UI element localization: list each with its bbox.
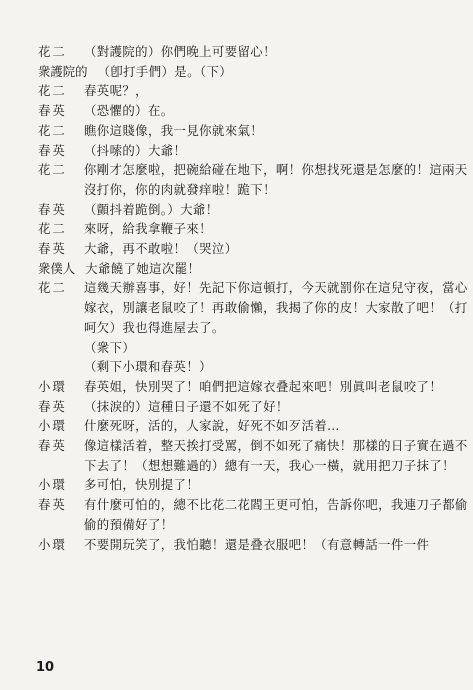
dialogue-text: 春英呢？， <box>84 83 148 99</box>
script-line <box>38 259 470 279</box>
script-line <box>38 495 470 534</box>
dialogue-text: 多可怕，快別提了！ <box>84 477 200 493</box>
dialogue-text: （卽打手們）是。（下） <box>97 63 233 79</box>
speaker-name: 花二 <box>38 44 67 59</box>
speaker-name: 春英 <box>38 103 67 119</box>
script-line <box>38 42 470 62</box>
dialogue-text: 大爺饒了她這次罷！ <box>85 260 201 276</box>
script-line <box>38 200 470 220</box>
speaker-name: 花二 <box>38 122 67 138</box>
speaker-name: 花二 <box>38 221 67 237</box>
script-line <box>38 160 470 199</box>
script-line <box>38 81 470 101</box>
dialogue-text: （恐懼的）在。 <box>84 103 174 119</box>
dialogue-text: （顫抖着跪倒。）大爺！ <box>84 201 219 217</box>
speaker-name: 花二 <box>38 162 67 178</box>
page-number: 10 <box>36 660 55 675</box>
script-line <box>38 535 470 555</box>
dialogue-text: （抖嗦的）大爺！ <box>84 142 187 158</box>
speaker-name: 衆僕人 <box>38 260 76 276</box>
speaker-name: 春英 <box>38 438 67 454</box>
dialogue-text: 大爺，再不敢啦！（哭泣） <box>84 241 238 257</box>
script-line <box>38 62 470 82</box>
script-line <box>38 416 470 436</box>
dialogue-text: 什麼死呀，活的，人家說，好死不如歹活着… <box>84 418 340 434</box>
speaker-name: 小環 <box>38 477 67 493</box>
speaker-name: 春英 <box>38 201 67 217</box>
dialogue-text: （對護院的）你們晚上可要留心！ <box>84 44 276 59</box>
stage-direction: （剩下小環和春英！） <box>84 359 212 375</box>
speaker-name: 小環 <box>38 536 67 552</box>
script-line <box>38 377 470 397</box>
script-line <box>38 101 470 121</box>
speaker-name: 小環 <box>38 378 67 394</box>
dialogue-text: 不要開玩笑了，我怕聽！還是叠衣服吧！（有意轉話一件一件 <box>84 536 430 552</box>
script-line <box>38 239 470 259</box>
speaker-name: 小環 <box>38 418 67 434</box>
script-line <box>38 338 470 358</box>
speaker-name: 春英 <box>38 497 67 513</box>
script-line <box>38 141 470 161</box>
script-line <box>38 475 470 495</box>
dialogue-text: 來呀，給我拿鞭子來！ <box>84 221 212 237</box>
speaker-name: 春英 <box>38 241 67 257</box>
speaker-name: 花二 <box>38 83 67 99</box>
speaker-name: 春英 <box>38 398 67 414</box>
speaker-name: 花二 <box>38 280 67 296</box>
script-line <box>38 278 470 337</box>
stage-direction: （衆下） <box>84 339 136 355</box>
dialogue-text: 像這樣活着，整天挨打受罵，倒不如死了痛快！那樣的日子實在過不下去了！（想想難過的）總有一天，我心一橫，就用把刀子抹了！ <box>84 438 468 473</box>
dialogue-text: （抹淚的）這種日子還不如死了好！ <box>84 398 289 414</box>
speaker-name: 春英 <box>38 142 67 158</box>
script-line <box>38 397 470 417</box>
script-body <box>38 42 470 554</box>
dialogue-text: 春英姐，快別哭了！咱們把這嫁衣叠起來吧！別眞叫老鼠咬了！ <box>84 378 443 394</box>
script-line <box>38 121 470 141</box>
dialogue-text: 你剛才怎麼啦，把碗給碰在地下，啊！你想找死還是怎麼的！這兩天沒打你，你的肉就發痒啦！跪下！ <box>84 162 468 197</box>
dialogue-text: 這幾天辦喜事，好！先記下你這頓打，今天就罰你在這兒守夜，當心嫁衣，別讓老鼠咬了！再敢偷懶，我揭了你的皮！大家散了吧！（打呵欠）我也得進屋去了。 <box>84 280 468 335</box>
script-line <box>38 357 470 377</box>
speaker-name: 衆護院的 <box>38 63 88 79</box>
script-line <box>38 219 470 239</box>
dialogue-text: 有什麼可怕的，總不比花二花閻王更可怕，告訴你吧，我連刀子都偷偷的預備好了！ <box>84 497 468 532</box>
dialogue-text: 瞧你這賤像，我一見你就來氣！ <box>84 122 264 138</box>
script-line <box>38 436 470 475</box>
